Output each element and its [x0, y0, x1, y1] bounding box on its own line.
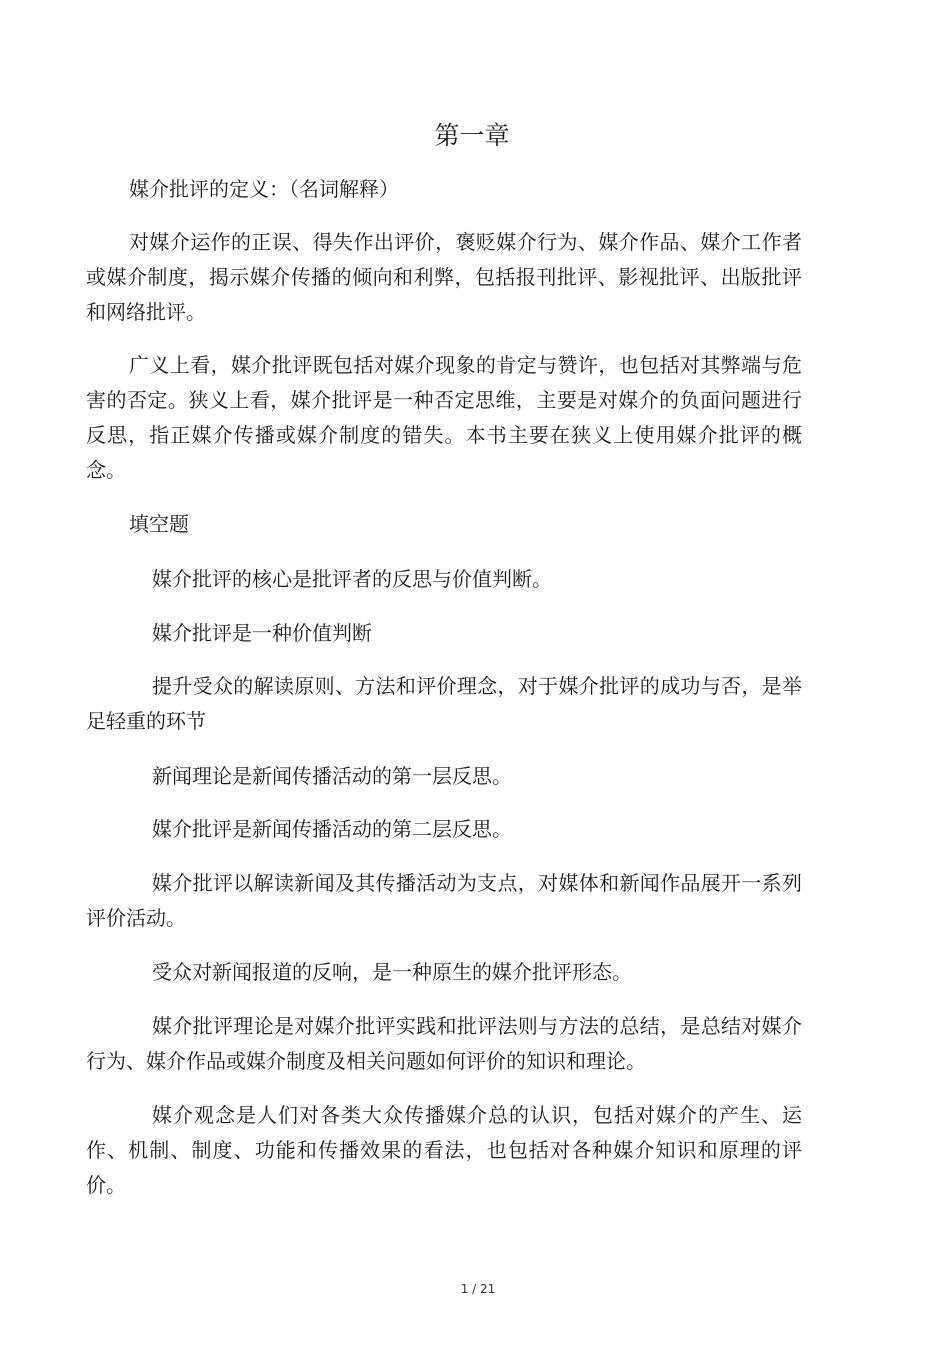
fill-blank-item: 媒介批评以解读新闻及其传播活动为支点，对媒体和新闻作品展开一系列评价活动。	[86, 871, 802, 930]
definition-paragraph: 对媒介运作的正误、得失作出评价，褒贬媒介行为、媒介作品、媒介工作者或媒介制度，揭示媒介传播的倾向和利弊，包括报刊批评、影视批评、出版批评和网络批评。	[86, 230, 802, 324]
fill-blank-item: 媒介批评的核心是批评者的反思与价值判断。	[152, 567, 552, 591]
page-number: 1 / 21	[460, 1282, 496, 1296]
fill-blank-item: 媒介批评是一种价值判断	[152, 621, 372, 645]
fill-blank-item: 媒介批评是新闻传播活动的第二层反思。	[152, 817, 512, 841]
fill-blank-item: 媒介观念是人们对各类大众传播媒介总的认识，包括对媒介的产生、运作、机制、制度、功能和传播效果的看法，也包括对各种媒介知识和原理的评价。	[86, 1103, 802, 1197]
definition-paragraph: 广义上看，媒介批评既包括对媒介现象的肯定与赞许，也包括对其弊端与危害的否定。狭义上看，媒介批评是一种否定思维，主要是对媒介的负面问题进行反思，指正媒介传播或媒介制度的错失。本书主要在狭义上使用媒介批评的概念。	[86, 353, 802, 482]
chapter-title: 第一章	[434, 121, 510, 150]
fill-blank-item: 受众对新闻报道的反响，是一种原生的媒介批评形态。	[152, 960, 632, 984]
fill-blank-heading: 填空题	[129, 512, 189, 536]
fill-blank-item: 媒介批评理论是对媒介批评实践和批评法则与方法的总结，是总结对媒介行为、媒介作品或媒介制度及相关问题如何评价的知识和理论。	[86, 1014, 802, 1073]
fill-blank-item: 提升受众的解读原则、方法和评价理念，对于媒介批评的成功与否，是举足轻重的环节	[86, 674, 802, 733]
definition-heading: 媒介批评的定义：（名词解释）	[129, 177, 399, 201]
fill-blank-item: 新闻理论是新闻传播活动的第一层反思。	[152, 764, 512, 788]
